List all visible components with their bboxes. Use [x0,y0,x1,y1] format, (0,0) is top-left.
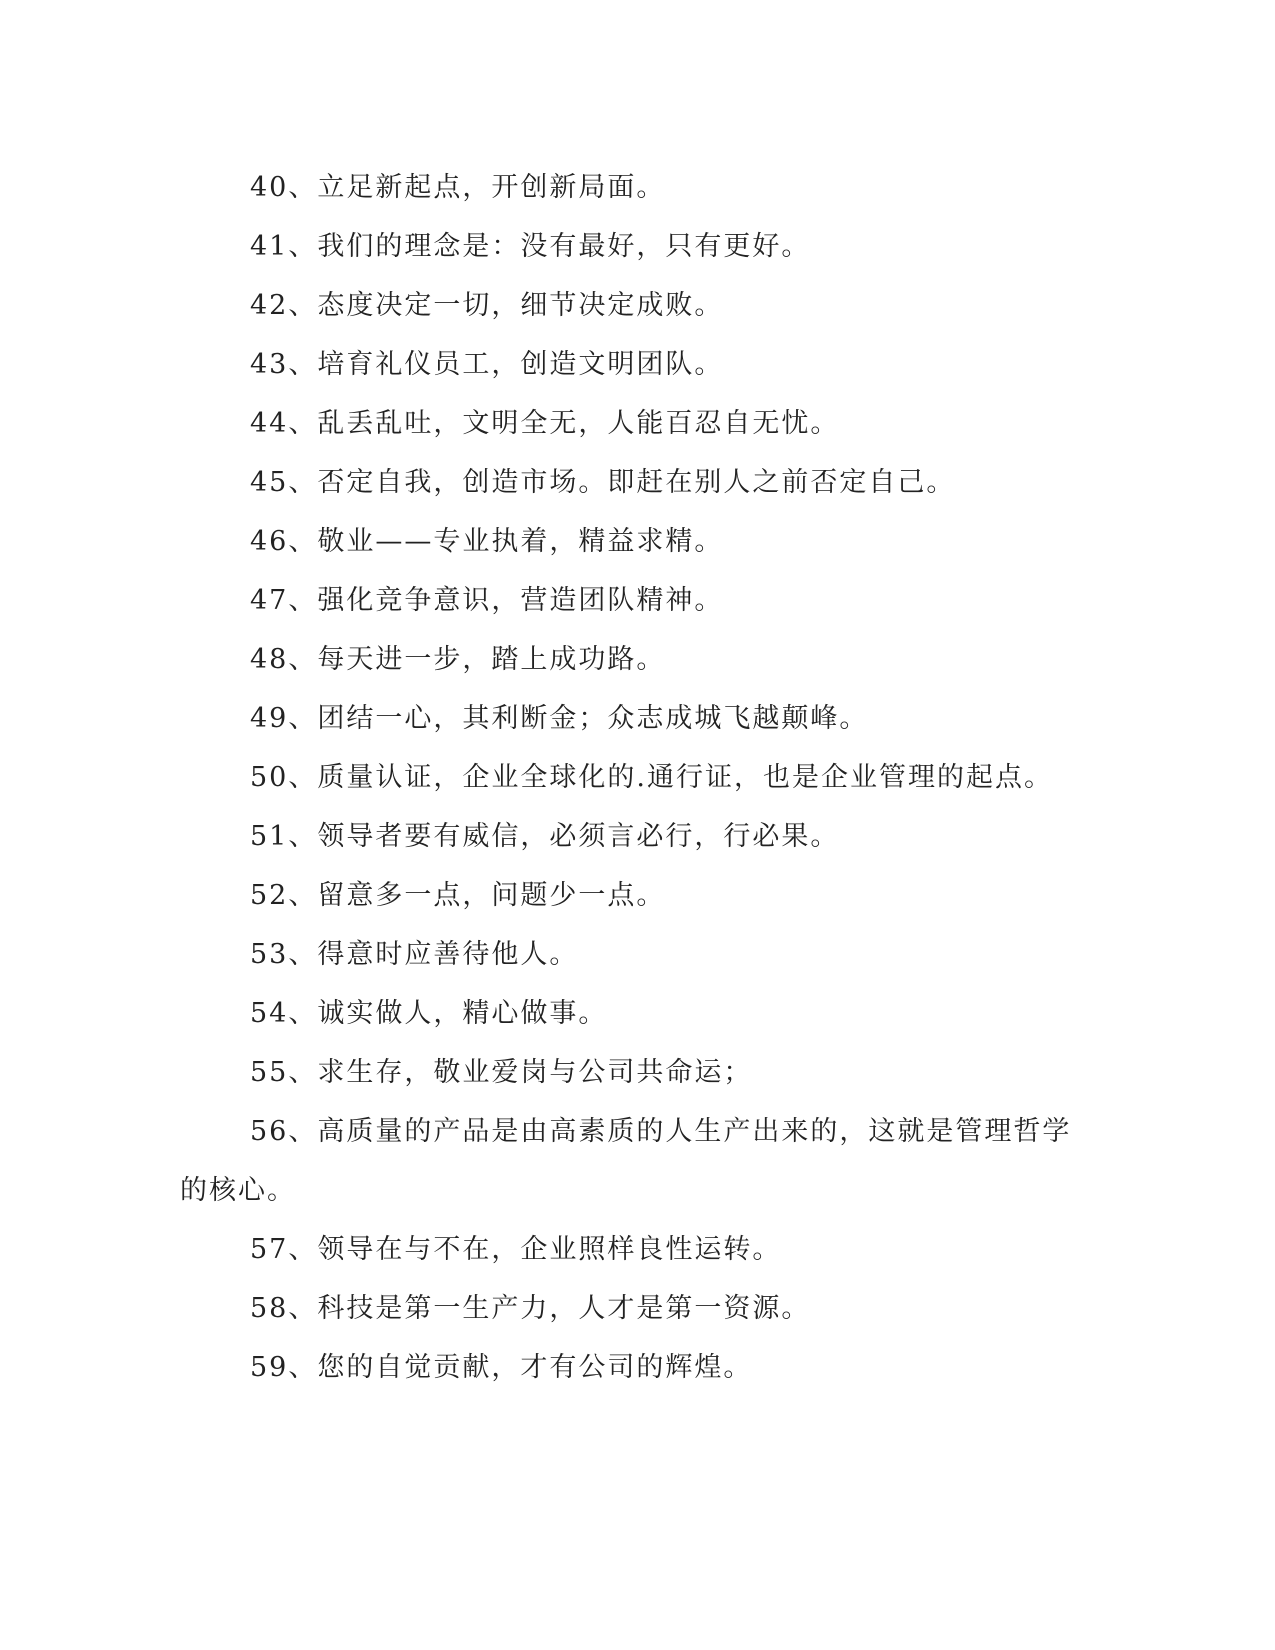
list-item: 47、强化竞争意识，营造团队精神。 [250,585,724,616]
list-item: 58、科技是第一生产力，人才是第一资源。 [250,1293,811,1324]
list-item: 43、培育礼仪员工，创造文明团队。 [250,349,724,380]
list-item: 42、态度决定一切，细节决定成败。 [250,290,724,321]
list-item: 57、领导在与不在，企业照样良性运转。 [250,1234,782,1265]
slogan-list [180,158,1072,1397]
list-item: 40、立足新起点，开创新局面。 [250,172,666,203]
list-item: 49、团结一心，其利断金；众志成城飞越颠峰。 [250,703,869,734]
list-item: 51、领导者要有威信，必须言必行，行必果。 [250,821,840,852]
list-item: 59、您的自觉贡献，才有公司的辉煌。 [250,1352,753,1383]
list-item: 48、每天进一步，踏上成功路。 [250,644,666,675]
list-item: 53、得意时应善待他人。 [250,939,579,970]
list-item: 52、留意多一点，问题少一点。 [250,880,666,911]
list-item: 41、我们的理念是：没有最好，只有更好。 [250,231,811,262]
list-item: 56、高质量的产品是由高素质的人生产出来的，这就是管理哲学 [250,1116,1072,1147]
list-item: 45、否定自我，创造市场。即赶在别人之前否定自己。 [250,467,956,498]
list-item: 55、求生存，敬业爱岗与公司共命运； [250,1057,753,1088]
list-item: 50、质量认证，企业全球化的.通行证，也是企业管理的起点。 [250,762,1053,793]
list-item: 46、敬业——专业执着，精益求精。 [250,526,724,557]
list-item-continuation: 的核心。 [180,1175,296,1206]
list-item: 54、诚实做人，精心做事。 [250,998,608,1029]
list-item: 44、乱丢乱吐，文明全无，人能百忍自无忧。 [250,408,840,439]
